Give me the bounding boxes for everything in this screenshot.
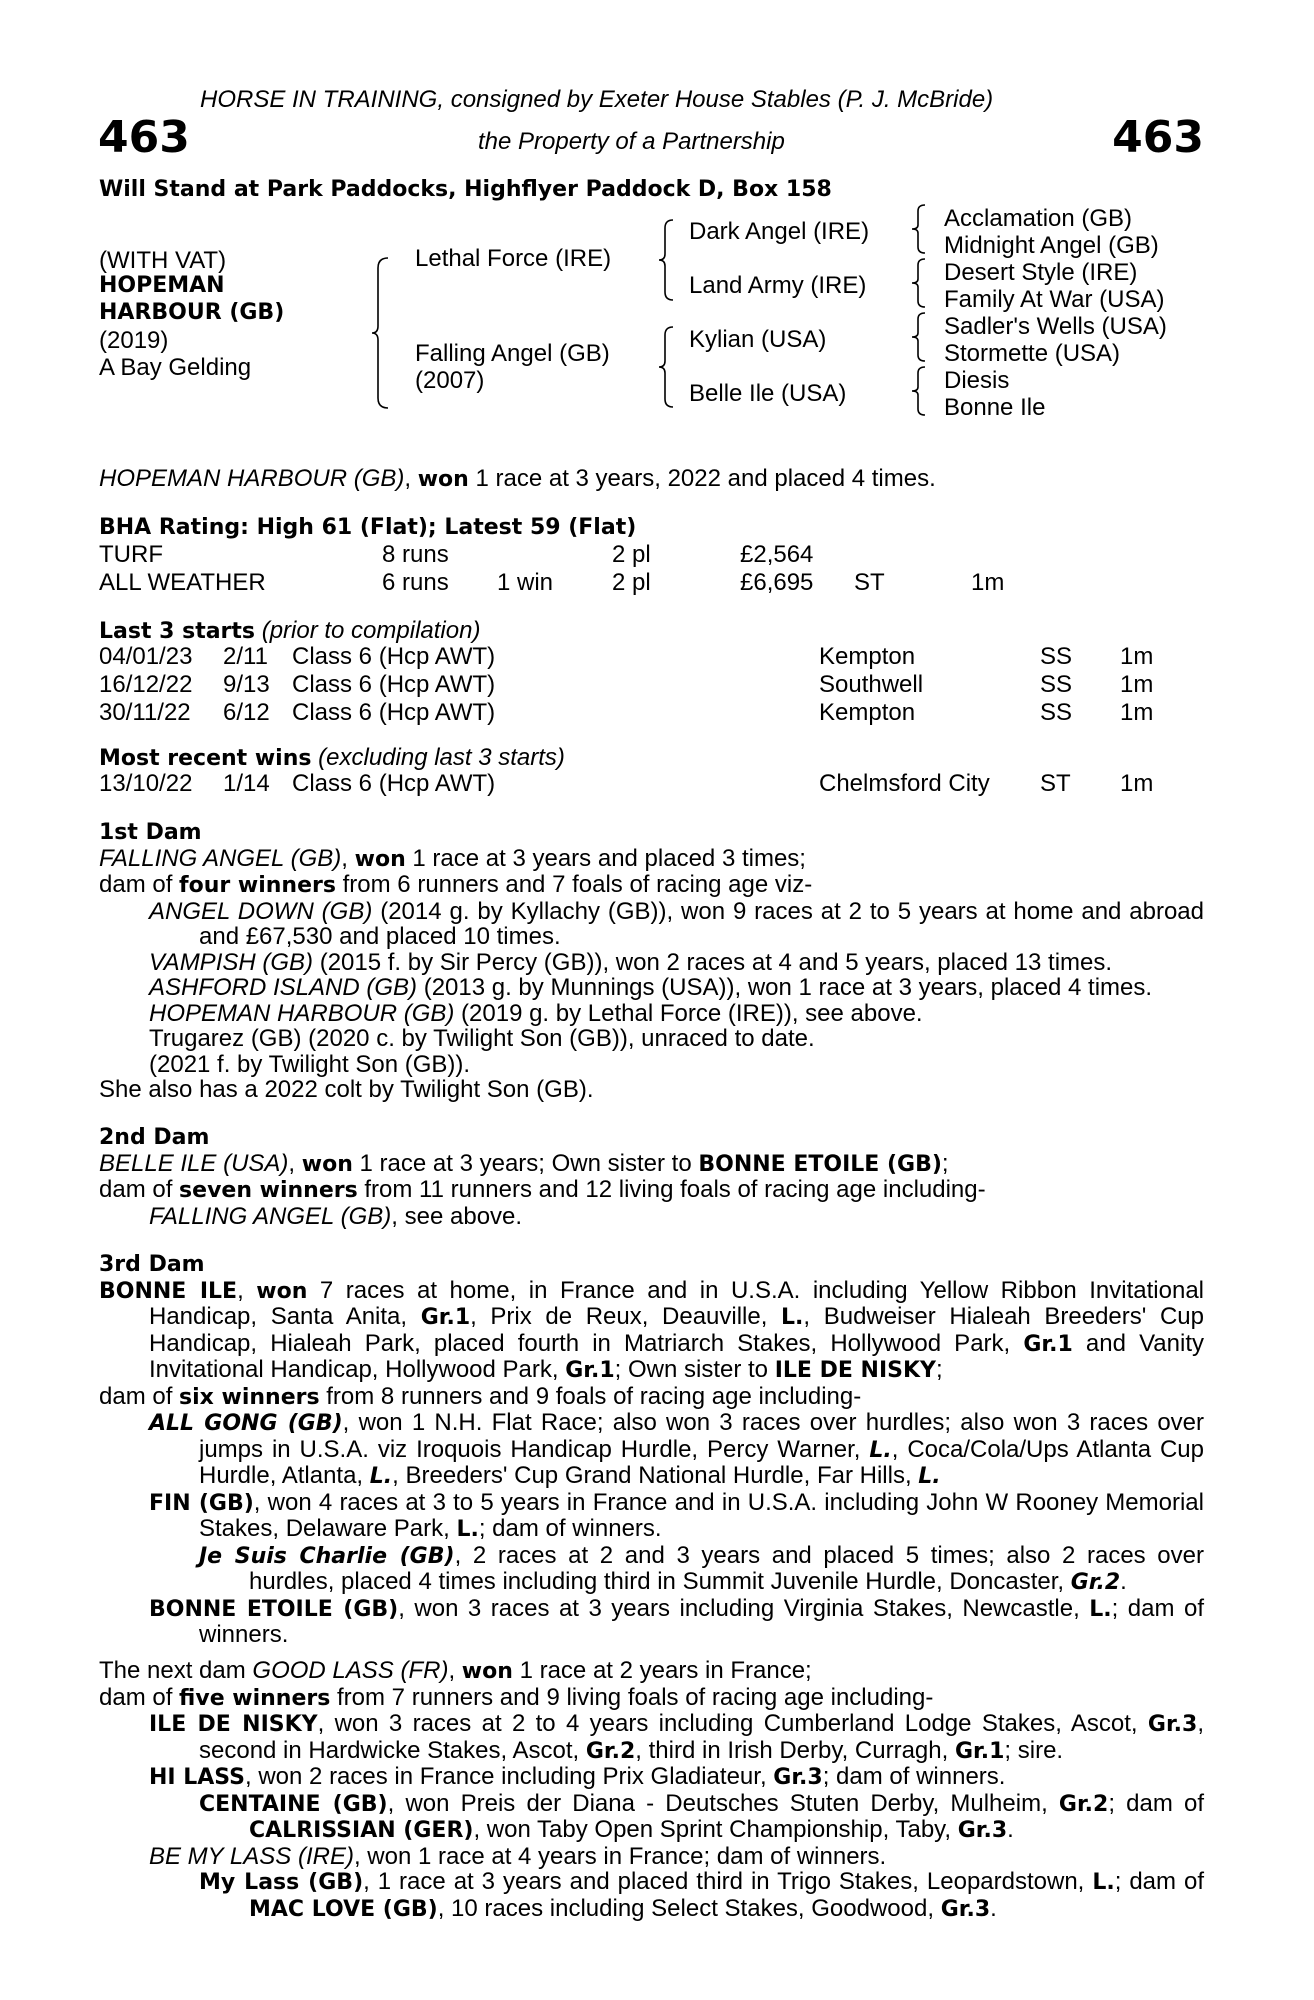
produce-name: ILE DE NISKY bbox=[149, 1712, 318, 1737]
text: , Breeders' Cup Grand National Hurdle, Far Hills, bbox=[392, 1462, 919, 1489]
grade-label: Gr.1 bbox=[565, 1358, 615, 1383]
pedigree-ss-sire: Acclamation (GB) bbox=[944, 205, 1133, 232]
text: 1 race at 3 years; Own sister to bbox=[352, 1149, 699, 1177]
record-row-all-weather bbox=[99, 569, 1031, 597]
last-starts-table bbox=[99, 643, 1180, 727]
start-course: Southwell bbox=[819, 671, 924, 698]
text: from 8 runners and 9 foals of racing age including- bbox=[319, 1382, 862, 1410]
text: , won Preis der Diana - Deutsches Stuten Derby, Mulheim, bbox=[387, 1789, 1059, 1817]
pedigree-sd-dam: Family At War (USA) bbox=[944, 286, 1165, 313]
win-row bbox=[99, 770, 1180, 798]
start-row bbox=[99, 671, 1180, 699]
sister-name: ILE DE NISKY bbox=[774, 1358, 936, 1383]
text: . bbox=[990, 1894, 997, 1922]
text: ; dam of bbox=[1108, 1789, 1205, 1817]
produce-ile-de-nisky bbox=[99, 1711, 1204, 1764]
start-position: 2/11 bbox=[223, 643, 268, 670]
record-surface: ALL WEATHER bbox=[99, 569, 266, 596]
win-distance: 1m bbox=[1120, 770, 1154, 797]
start-row bbox=[99, 699, 1180, 727]
race-record-table bbox=[99, 541, 1031, 597]
produce-vampish bbox=[99, 950, 1204, 976]
produce-name: FIN (GB) bbox=[149, 1490, 254, 1516]
second-dam-name: BELLE ILE (USA) bbox=[99, 1149, 289, 1177]
record-going: ST bbox=[854, 569, 885, 596]
start-distance: 1m bbox=[1120, 671, 1154, 698]
text: dam of bbox=[99, 1683, 180, 1711]
start-distance: 1m bbox=[1120, 643, 1154, 670]
produce-record: (2019 g. by Lethal Force (IRE)), see above. bbox=[454, 999, 923, 1027]
start-course: Kempton bbox=[819, 699, 916, 726]
winners-count: six winners bbox=[179, 1384, 320, 1410]
lot-number-left: 463 bbox=[98, 112, 190, 163]
win-course: Chelmsford City bbox=[819, 770, 990, 797]
winners-count: five winners bbox=[179, 1685, 331, 1711]
listed-label: L. bbox=[869, 1437, 892, 1463]
text: , Coca/Cola/Ups Atlanta Cup Hurdle, Atlanta, bbox=[199, 1435, 1205, 1489]
produce-hopeman-harbour bbox=[99, 1001, 1204, 1027]
pedigree-ds-sire: Sadler's Wells (USA) bbox=[944, 313, 1167, 340]
pedigree-dam-sire: Kylian (USA) bbox=[689, 326, 827, 353]
third-dam-title: 3rd Dam bbox=[99, 1252, 205, 1277]
winners-count: seven winners bbox=[179, 1178, 358, 1203]
second-dam-title: 2nd Dam bbox=[99, 1125, 210, 1150]
won-label: won bbox=[301, 1151, 353, 1177]
pedigree-brace-dd bbox=[910, 365, 928, 417]
won-label: won bbox=[354, 846, 406, 872]
produce-be-my-lass bbox=[99, 1844, 1204, 1870]
start-race: Class 6 (Hcp AWT) bbox=[292, 671, 496, 698]
next-dam-name: GOOD LASS (FR) bbox=[252, 1657, 449, 1684]
text: . bbox=[1007, 1816, 1014, 1843]
recent-wins-table bbox=[99, 770, 1180, 798]
produce-record: (2014 g. by Kyllachy (GB)), won 9 races at 2 to 5 years at home and abroad and £67,530 and placed 10 times. bbox=[199, 897, 1204, 950]
win-going: ST bbox=[1040, 770, 1071, 797]
sister-name: BONNE ETOILE (GB) bbox=[698, 1151, 942, 1177]
pedigree-ds-dam: Stormette (USA) bbox=[944, 340, 1121, 367]
text: from 7 runners and 9 living foals of racing age including- bbox=[330, 1683, 934, 1711]
pedigree-sire: Lethal Force (IRE) bbox=[415, 245, 612, 272]
produce-bonne-etoile bbox=[99, 1596, 1204, 1648]
produce-name: ANGEL DOWN (GB) bbox=[149, 897, 373, 925]
start-going: SS bbox=[1040, 643, 1073, 670]
won-label: won bbox=[256, 1278, 308, 1304]
next-dam-produce-line bbox=[99, 1685, 1204, 1712]
summary-rest: 1 race at 3 years, 2022 and placed 4 times. bbox=[468, 465, 936, 492]
produce-name: VAMPISH (GB) bbox=[149, 948, 314, 976]
listed-label: L. bbox=[369, 1464, 393, 1489]
text: and Vanity Invitational Handicap, Hollywood Park, bbox=[149, 1329, 1204, 1383]
next-dam-section bbox=[99, 1658, 1204, 1922]
next-dam-line1 bbox=[99, 1658, 1204, 1685]
produce-record: (2015 f. by Sir Percy (GB)), won 2 races at 4 and 5 years, placed 13 times. bbox=[313, 948, 1113, 976]
horse-name-line1: HOPEMAN bbox=[99, 273, 225, 298]
grade-label: Gr.2 bbox=[1070, 1570, 1121, 1595]
last-starts-heading bbox=[99, 617, 480, 645]
start-course: Kempton bbox=[819, 643, 916, 670]
last-starts-note: (prior to compilation) bbox=[261, 617, 481, 644]
start-going: SS bbox=[1040, 699, 1073, 726]
grade-label: Gr.2 bbox=[585, 1738, 636, 1764]
start-position: 6/12 bbox=[223, 699, 270, 726]
first-dam-record: 1 race at 3 years and placed 3 times; bbox=[405, 844, 806, 872]
text: ; dam of winners. bbox=[478, 1515, 662, 1542]
start-race: Class 6 (Hcp AWT) bbox=[292, 699, 496, 726]
grade-label: Gr.1 bbox=[954, 1738, 1005, 1764]
grade-label: Gr.1 bbox=[420, 1305, 471, 1330]
pedigree-brace-sire bbox=[657, 218, 677, 302]
produce-name: HOPEMAN HARBOUR (GB) bbox=[149, 999, 455, 1027]
record-distance: 1m bbox=[971, 569, 1005, 596]
text: , 10 races including Select Stakes, Goodwood, bbox=[437, 1894, 941, 1922]
third-dam-name: BONNE ILE bbox=[99, 1278, 238, 1304]
listed-label: L. bbox=[918, 1464, 941, 1489]
recent-wins-title: Most recent wins bbox=[99, 746, 312, 771]
produce-trugarez: Trugarez (GB) (2020 c. by Twilight Son (GB)), unraced to date. bbox=[149, 1025, 815, 1052]
winners-count: four winners bbox=[179, 873, 336, 898]
text: , Budweiser Hialeah Breeders' Cup Handicap, Hialeah Park, placed fourth in Matriarch Stakes, Hollywood Park, bbox=[149, 1303, 1205, 1357]
text: , 2 races at 2 and 3 years and placed 5 times; also 2 races over hurdles, placed 4 times including third in Summit Juvenile Hurdle, Doncaster, bbox=[249, 1541, 1204, 1595]
produce-my-lass bbox=[99, 1869, 1204, 1922]
text: . bbox=[1120, 1568, 1127, 1595]
third-dam-record: BONNE ILE, won 7 races at home, in France and in U.S.A. including Yellow Ribbon Invitational Handicap, Santa Anita, Gr.1, Prix de Reux, Deauville, L., Budweiser Hialeah Breeders' Cup Handicap, Hialeah Park, placed fourth in Matriarch Stakes, Hollywood Park, Gr.1 and Vanity Invitational Handicap, Hollywood Park, Gr.1; Own sister to ILE DE NISKY; bbox=[99, 1276, 1205, 1383]
listed-label: L. bbox=[1092, 1870, 1115, 1895]
text: dam of bbox=[99, 871, 180, 898]
text: ; dam of bbox=[1114, 1868, 1204, 1895]
produce-name: CENTAINE (GB) bbox=[199, 1791, 388, 1817]
record-going bbox=[854, 541, 971, 569]
pedigree-brace-main bbox=[370, 256, 392, 410]
second-dam-section bbox=[99, 1125, 1204, 1229]
text: , won 2 races in France including Prix Gladiateur, bbox=[245, 1763, 774, 1790]
pedigree-dam-year: (2007) bbox=[415, 367, 485, 394]
grade-label: Gr.3 bbox=[957, 1818, 1008, 1843]
text: , second in Hardwicke Stakes, Ascot, bbox=[199, 1710, 1204, 1764]
produce-hi-lass bbox=[99, 1764, 1204, 1791]
text: ; Own sister to bbox=[614, 1356, 775, 1383]
record-prize: £6,695 bbox=[740, 569, 814, 596]
text: , won 1 race at 4 years in France; dam of winners. bbox=[353, 1842, 887, 1870]
win-date: 13/10/22 bbox=[99, 770, 193, 797]
first-dam-produce-line bbox=[99, 872, 1204, 899]
bha-rating: BHA Rating: High 61 (Flat); Latest 59 (Flat) bbox=[99, 515, 637, 540]
record-row-turf bbox=[99, 541, 1031, 569]
text: ; dam of winners. bbox=[822, 1763, 1006, 1790]
produce-name: My Lass (GB) bbox=[199, 1870, 364, 1895]
text: ; bbox=[941, 1149, 949, 1177]
text: dam of bbox=[99, 1176, 180, 1203]
start-race: Class 6 (Hcp AWT) bbox=[292, 643, 496, 670]
listed-label: L. bbox=[456, 1517, 479, 1542]
text: , 1 race at 3 years and placed third in Trigo Stakes, Leopardstown, bbox=[363, 1868, 1093, 1895]
first-dam-name: FALLING ANGEL (GB) bbox=[99, 844, 342, 872]
record-prize: £2,564 bbox=[740, 541, 814, 568]
record-placed: 2 pl bbox=[612, 541, 651, 568]
start-date: 04/01/23 bbox=[99, 643, 193, 670]
record-runs: 6 runs bbox=[382, 569, 449, 596]
text: , won 1 N.H. Flat Race; also won 3 races over hurdles; also won 3 races over jumps in U.S.A. viz Iroquois Handicap Hurdle, Percy Warner, bbox=[199, 1409, 1205, 1463]
race-summary: HOPEMAN HARBOUR (GB), won 1 race at 3 years, 2022 and placed 4 times. bbox=[99, 465, 936, 492]
last-starts-title: Last 3 starts bbox=[99, 619, 256, 644]
produce-ashford-island bbox=[99, 975, 1204, 1001]
record-placed: 2 pl bbox=[612, 569, 651, 596]
stand-location: Will Stand at Park Paddocks, Highflyer Paddock D, Box 158 bbox=[99, 177, 832, 202]
start-distance: 1m bbox=[1120, 699, 1154, 726]
record-wins: 1 win bbox=[497, 569, 554, 596]
pedigree-sire-dam: Land Army (IRE) bbox=[689, 272, 867, 299]
pedigree-brace-sd bbox=[910, 257, 928, 309]
second-dam-produce-line bbox=[99, 1177, 1204, 1204]
text: , Prix de Reux, Deauville, bbox=[470, 1303, 782, 1330]
second-dam-line1: BELLE ILE (USA), won 1 race at 3 years; Own sister to BONNE ETOILE (GB); bbox=[99, 1149, 949, 1177]
vat-note: (WITH VAT) bbox=[99, 247, 227, 274]
pedigree-dd-dam: Bonne Ile bbox=[944, 394, 1046, 421]
text: , won 4 races at 3 to 5 years in France and in U.S.A. including John W Rooney Memorial Stakes, Delaware Park, bbox=[199, 1488, 1204, 1542]
third-dam-produce-line bbox=[99, 1384, 1204, 1411]
grade-label: Gr.3 bbox=[773, 1765, 823, 1790]
text: ; bbox=[935, 1356, 943, 1383]
text: 7 races at home, in France and in U.S.A. including Yellow Ribbon Invitational Handicap, Santa Anita, bbox=[149, 1276, 1204, 1330]
start-row bbox=[99, 643, 1180, 671]
text: ; dam of winners. bbox=[199, 1594, 1204, 1648]
summary-won: won bbox=[417, 467, 469, 492]
produce-name: BE MY LASS (IRE) bbox=[149, 1842, 354, 1870]
record-distance bbox=[971, 541, 1031, 569]
produce-record: (2013 g. by Munnings (USA)), won 1 race at 3 years, placed 4 times. bbox=[417, 974, 1153, 1001]
first-dam-title: 1st Dam bbox=[99, 820, 202, 845]
text: , won 3 races at 2 to 4 years including Cumberland Lodge Stakes, Ascot, bbox=[317, 1710, 1148, 1737]
lot-number-right: 463 bbox=[1112, 112, 1204, 163]
produce-name: FALLING ANGEL (GB) bbox=[149, 1202, 392, 1230]
text: , won 3 races at 3 years including Virginia Stakes, Newcastle, bbox=[398, 1594, 1090, 1622]
third-dam-section bbox=[99, 1252, 1204, 1648]
produce-name: ASHFORD ISLAND (GB) bbox=[149, 974, 418, 1001]
produce-all-gong bbox=[99, 1410, 1204, 1490]
pedigree-sd-sire: Desert Style (IRE) bbox=[944, 259, 1138, 286]
text: 1 race at 2 years in France; bbox=[512, 1657, 812, 1684]
grade-label: Gr.2 bbox=[1058, 1791, 1109, 1817]
grade-label: Gr.3 bbox=[1147, 1712, 1198, 1737]
text: , third in Irish Derby, Curragh, bbox=[635, 1736, 955, 1764]
consignment-line: HORSE IN TRAINING, consigned by Exeter House Stables (P. J. McBride) bbox=[200, 86, 994, 113]
produce-name: ALL GONG (GB) bbox=[149, 1411, 343, 1436]
produce-name: Je Suis Charlie (GB) bbox=[199, 1543, 455, 1569]
text: dam of bbox=[99, 1382, 180, 1410]
text: from 6 runners and 7 foals of racing age viz- bbox=[335, 871, 813, 898]
text: from 11 runners and 12 living foals of racing age including- bbox=[357, 1176, 986, 1203]
grade-label: Gr.3 bbox=[940, 1896, 991, 1922]
property-line: the Property of a Partnership bbox=[478, 128, 785, 155]
text: , bbox=[448, 1657, 462, 1684]
produce-name: HI LASS bbox=[149, 1765, 246, 1790]
text: ; sire. bbox=[1004, 1736, 1064, 1764]
recent-wins-note: (excluding last 3 starts) bbox=[318, 744, 565, 771]
record-surface: TURF bbox=[99, 541, 163, 568]
start-date: 30/11/22 bbox=[99, 699, 191, 726]
produce-falling-angel bbox=[99, 1204, 1204, 1230]
record-runs: 8 runs bbox=[382, 541, 449, 568]
listed-label: L. bbox=[1089, 1596, 1112, 1622]
pedigree-dam: Falling Angel (GB) bbox=[415, 340, 610, 367]
produce-fin bbox=[99, 1490, 1204, 1543]
horse-name-line2: HARBOUR (GB) bbox=[99, 300, 285, 325]
start-date: 16/12/22 bbox=[99, 671, 193, 698]
pedigree-dam-dam: Belle Ile (USA) bbox=[689, 380, 847, 407]
win-race: Class 6 (Hcp AWT) bbox=[292, 770, 496, 797]
start-going: SS bbox=[1040, 671, 1073, 698]
produce-record: , see above. bbox=[391, 1202, 523, 1230]
grade-label: Gr.1 bbox=[1023, 1331, 1073, 1357]
horse-description: A Bay Gelding bbox=[99, 354, 252, 381]
listed-label: L. bbox=[781, 1305, 804, 1330]
win-position: 1/14 bbox=[223, 770, 270, 797]
produce-2022-colt: She also has a 2022 colt by Twilight Son (GB). bbox=[99, 1076, 594, 1103]
produce-je-suis-charlie bbox=[99, 1543, 1204, 1596]
pedigree-brace-ds bbox=[910, 311, 928, 363]
produce-angel-down bbox=[99, 899, 1204, 950]
produce-2021-filly: (2021 f. by Twilight Son (GB)). bbox=[149, 1050, 471, 1078]
first-dam-section bbox=[99, 820, 1204, 1103]
text: , won Taby Open Sprint Championship, Taby, bbox=[473, 1816, 958, 1843]
pedigree-dd-sire: Diesis bbox=[944, 367, 1010, 394]
produce-centaine bbox=[99, 1791, 1204, 1844]
pedigree-brace-ss bbox=[910, 203, 928, 255]
won-label: won bbox=[461, 1659, 513, 1684]
first-dam-line1: FALLING ANGEL (GB), won 1 race at 3 years and placed 3 times; bbox=[99, 844, 806, 872]
start-position: 9/13 bbox=[223, 671, 270, 698]
recent-wins-heading bbox=[99, 744, 565, 772]
record-wins bbox=[497, 541, 612, 569]
horse-year: (2019) bbox=[99, 327, 169, 354]
summary-horse-name: HOPEMAN HARBOUR (GB) bbox=[99, 465, 405, 492]
pedigree-ss-dam: Midnight Angel (GB) bbox=[944, 232, 1159, 259]
produce-name: BONNE ETOILE (GB) bbox=[149, 1596, 399, 1622]
text: The next dam bbox=[99, 1657, 253, 1684]
pedigree-brace-dam bbox=[657, 325, 677, 409]
produce-name: CALRISSIAN (GER) bbox=[249, 1818, 474, 1843]
produce-name: MAC LOVE (GB) bbox=[249, 1896, 438, 1922]
pedigree-sire-sire: Dark Angel (IRE) bbox=[689, 218, 870, 245]
